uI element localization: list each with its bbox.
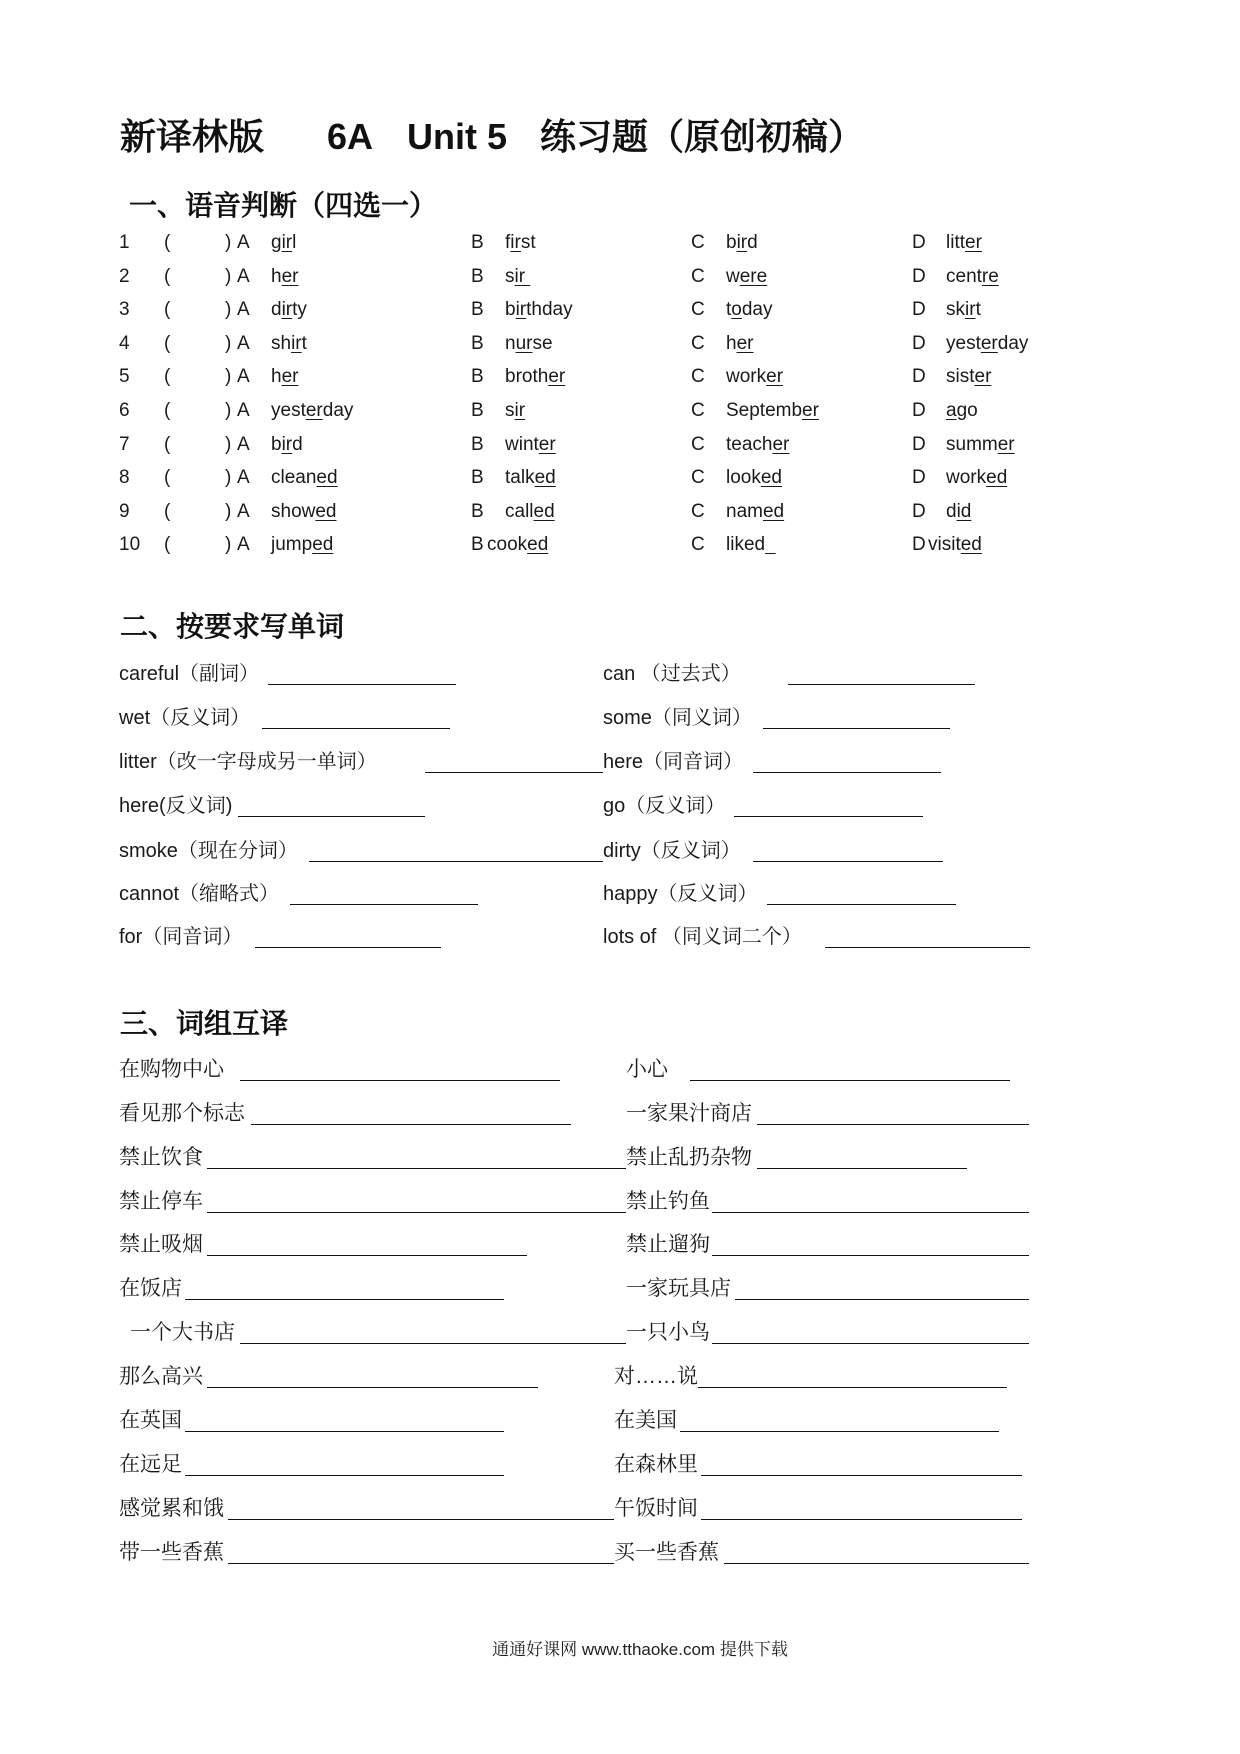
answer-bracket-open: (: [164, 467, 171, 488]
underlined-letters: er: [802, 400, 819, 421]
option-word-b: [505, 465, 556, 491]
option-letter-a: A: [237, 467, 250, 488]
title-grade: 6A: [327, 116, 374, 157]
option-word-d: [946, 297, 981, 323]
word-part: day: [322, 400, 354, 421]
underlined-letters: er: [974, 366, 992, 387]
word-part: Septemb: [726, 400, 803, 421]
phrase-prompt: 在美国: [614, 1409, 677, 1432]
answer-blank: [262, 728, 450, 729]
option-word-b: [487, 532, 548, 558]
answer-blank: [788, 684, 975, 685]
answer-blank: [680, 1431, 999, 1432]
word-part: h: [271, 366, 282, 387]
underlined-letters: ir: [514, 266, 531, 287]
question-number: 10: [119, 534, 141, 555]
word-form-prompt: cannot（缩略式）: [119, 883, 280, 905]
word-part: d: [747, 232, 758, 253]
title-publisher: 新译林版: [120, 116, 265, 157]
underlined-letters: ed: [960, 534, 982, 555]
phrase-prompt: 午饭时间: [614, 1497, 698, 1520]
answer-bracket-close: ): [225, 232, 232, 253]
phrase-prompt: 那么高兴: [119, 1365, 203, 1388]
word-form-prompt: can （过去式）: [603, 663, 741, 685]
underlined-letters: ed: [534, 467, 556, 488]
option-letter-b: B: [471, 501, 484, 522]
word-part: b: [726, 232, 737, 253]
phrase-prompt: 一家玩具店: [626, 1277, 731, 1300]
underlined-letters: ir: [281, 434, 293, 455]
word-form-prompt: go（反义词）: [603, 795, 726, 817]
option-word-c: [726, 532, 776, 558]
underlined-letters: ir: [281, 232, 293, 253]
option-letter-a: A: [237, 400, 250, 421]
answer-bracket-open: (: [164, 501, 171, 522]
word-part: day: [741, 299, 773, 320]
answer-bracket-close: ): [225, 299, 232, 320]
answer-blank: [701, 1475, 1022, 1476]
option-word-c: [726, 331, 753, 357]
answer-blank: [735, 1299, 1029, 1300]
option-word-b: [505, 297, 573, 323]
question-number: 5: [119, 366, 130, 387]
word-form-prompt: smoke（现在分词）: [119, 840, 298, 862]
option-letter-a: A: [237, 333, 250, 354]
answer-blank: [255, 947, 441, 948]
answer-blank: [712, 1343, 1029, 1344]
option-letter-c: C: [691, 400, 705, 421]
phrase-prompt: 在森林里: [614, 1453, 698, 1476]
phrase-prompt: 禁止乱扔杂物: [626, 1146, 752, 1169]
option-word-b: [505, 432, 556, 458]
phrase-prompt: 在饭店: [119, 1277, 182, 1300]
option-word-b: [505, 364, 565, 390]
underlined-letters: ed: [315, 501, 337, 522]
answer-bracket-open: (: [164, 434, 171, 455]
option-letter-d: D: [912, 534, 926, 555]
answer-blank: [238, 816, 425, 817]
underlined-letters: ed: [760, 467, 782, 488]
option-letter-c: C: [691, 501, 705, 522]
underlined-letters: a: [946, 400, 957, 421]
answer-blank: [207, 1255, 527, 1256]
word-part: b: [271, 434, 282, 455]
word-part: n: [505, 333, 516, 354]
word-part: b: [505, 299, 516, 320]
word-form-prompt: here（同音词）: [603, 751, 744, 773]
word-part: h: [726, 333, 737, 354]
option-word-b: [505, 499, 555, 525]
underlined-letters: ir: [515, 299, 527, 320]
answer-blank: [185, 1475, 504, 1476]
phrase-prompt: 看见那个标志: [119, 1102, 245, 1125]
phrase-prompt: 禁止吸烟: [119, 1233, 203, 1256]
word-form-prompt: happy（反义词）: [603, 883, 758, 905]
answer-blank: [425, 772, 603, 773]
answer-bracket-open: (: [164, 232, 171, 253]
option-word-d: [946, 398, 978, 424]
word-part: visit: [928, 534, 961, 555]
answer-blank: [753, 861, 943, 862]
option-letter-d: D: [912, 400, 926, 421]
phrase-prompt: 在英国: [119, 1409, 182, 1432]
option-letter-d: D: [912, 299, 926, 320]
option-letter-c: C: [691, 266, 705, 287]
word-part: t: [726, 299, 732, 320]
word-part: clean: [271, 467, 317, 488]
word-form-prompt: dirty（反义词）: [603, 840, 741, 862]
word-form-prompt: for（同音词）: [119, 926, 243, 948]
answer-bracket-close: ): [225, 333, 232, 354]
option-letter-b: B: [471, 534, 484, 555]
underlined-letters: re: [981, 266, 999, 287]
word-part: h: [271, 266, 282, 287]
phrase-prompt: 在购物中心: [119, 1058, 224, 1081]
answer-bracket-open: (: [164, 266, 171, 287]
word-part: work: [726, 366, 767, 387]
answer-blank: [757, 1124, 1029, 1125]
option-word-c: [726, 264, 767, 290]
option-letter-a: A: [237, 534, 250, 555]
option-letter-c: C: [691, 366, 705, 387]
answer-bracket-close: ): [225, 467, 232, 488]
option-word-c: [726, 364, 783, 390]
word-part: s: [505, 400, 515, 421]
word-part: look: [726, 467, 761, 488]
word-part: t: [975, 299, 981, 320]
word-part: liked: [726, 534, 766, 555]
option-letter-c: C: [691, 434, 705, 455]
underlined-letters: er: [736, 333, 754, 354]
option-letter-d: D: [912, 501, 926, 522]
underlined-letters: ed: [316, 467, 338, 488]
word-part: jump: [271, 534, 313, 555]
option-letter-b: B: [471, 434, 484, 455]
option-letter-a: A: [237, 366, 250, 387]
underlined-letters: er: [538, 434, 556, 455]
answer-blank: [701, 1519, 1022, 1520]
answer-bracket-open: (: [164, 366, 171, 387]
answer-blank: [753, 772, 941, 773]
question-number: 6: [119, 400, 130, 421]
phrase-prompt: 禁止停车: [119, 1190, 203, 1213]
question-number: 2: [119, 266, 130, 287]
option-letter-a: A: [237, 232, 250, 253]
answer-blank: [690, 1080, 1010, 1081]
word-part: st: [520, 232, 536, 253]
word-part: talk: [505, 467, 535, 488]
option-letter-c: C: [691, 232, 705, 253]
word-form-prompt: some（同义词）: [603, 707, 752, 729]
option-word-d: [928, 532, 982, 558]
underlined-letters: er: [766, 366, 784, 387]
answer-blank: [240, 1080, 560, 1081]
underlined-letters: o: [731, 299, 742, 320]
answer-blank: [724, 1563, 1029, 1564]
phrase-prompt: 感觉累和饿: [119, 1497, 224, 1520]
option-letter-d: D: [912, 266, 926, 287]
answer-blank: [767, 904, 956, 905]
option-letter-d: D: [912, 366, 926, 387]
question-number: 1: [119, 232, 130, 253]
option-letter-b: B: [471, 333, 484, 354]
underlined-letters: ed: [527, 534, 549, 555]
section-heading: 三、词组互译: [120, 1008, 289, 1039]
option-letter-a: A: [237, 299, 250, 320]
word-part: sist: [946, 366, 975, 387]
phrase-prompt: 禁止饮食: [119, 1146, 203, 1169]
answer-blank: [240, 1343, 626, 1344]
answer-bracket-open: (: [164, 534, 171, 555]
underlined-letters: ir: [736, 232, 748, 253]
word-part: summ: [946, 434, 998, 455]
section-heading: 二、按要求写单词: [120, 611, 345, 642]
option-letter-d: D: [912, 232, 926, 253]
word-part: wint: [505, 434, 539, 455]
option-word-c: [726, 230, 758, 256]
option-word-a: [271, 532, 333, 558]
answer-blank: [268, 684, 456, 685]
underlined-letters: ed: [312, 534, 334, 555]
question-number: 8: [119, 467, 130, 488]
word-part: litt: [946, 232, 965, 253]
word-part: l: [292, 232, 297, 253]
word-form-prompt: here(反义词): [119, 795, 233, 817]
option-letter-d: D: [912, 434, 926, 455]
answer-bracket-open: (: [164, 299, 171, 320]
word-part: t: [301, 333, 307, 354]
option-word-b: [505, 264, 530, 290]
underlined-letters: er: [548, 366, 566, 387]
underlined-letters: er: [965, 232, 982, 253]
option-letter-b: B: [471, 266, 484, 287]
option-word-d: [946, 264, 999, 290]
underlined-letters: ed: [986, 467, 1008, 488]
option-letter-c: C: [691, 467, 705, 488]
word-part: s: [505, 266, 515, 287]
option-word-a: [271, 465, 338, 491]
option-word-d: [946, 364, 991, 390]
option-word-a: [271, 364, 298, 390]
answer-blank: [185, 1299, 504, 1300]
word-part: sk: [946, 299, 965, 320]
option-word-c: [726, 499, 784, 525]
phrase-prompt: 带一些香蕉: [119, 1541, 224, 1564]
word-part: yest: [946, 333, 981, 354]
option-letter-b: B: [471, 299, 484, 320]
option-letter-c: C: [691, 534, 705, 555]
option-word-d: [946, 230, 982, 256]
answer-blank: [185, 1431, 504, 1432]
word-part: broth: [505, 366, 549, 387]
option-word-b: [505, 398, 525, 424]
option-word-a: [271, 432, 303, 458]
option-word-a: [271, 264, 298, 290]
answer-bracket-open: (: [164, 333, 171, 354]
underlined-letters: ir: [514, 400, 526, 421]
word-form-prompt: litter（改一字母成另一单词）: [119, 751, 377, 773]
title-unit: Unit 5: [407, 116, 508, 157]
option-word-d: [946, 465, 1007, 491]
underlined-letters: er: [281, 366, 299, 387]
option-word-a: [271, 499, 337, 525]
word-part: se: [532, 333, 553, 354]
option-word-d: [946, 331, 1028, 357]
underlined-letters: ere: [739, 266, 768, 287]
answer-blank: [207, 1212, 626, 1213]
answer-blank: [207, 1387, 538, 1388]
answer-bracket-close: ): [225, 400, 232, 421]
option-word-c: [726, 398, 819, 424]
underlined-letters: er: [281, 266, 299, 287]
word-form-prompt: wet（反义词）: [119, 707, 251, 729]
underlined-letters: ir: [291, 333, 302, 354]
word-part: g: [271, 232, 282, 253]
answer-blank: [207, 1168, 626, 1169]
option-word-b: [505, 230, 536, 256]
answer-blank: [712, 1255, 1029, 1256]
answer-blank: [698, 1387, 1007, 1388]
answer-bracket-close: ): [225, 366, 232, 387]
answer-bracket-close: ): [225, 434, 232, 455]
question-number: 7: [119, 434, 130, 455]
word-form-prompt: lots of （同义词二个）: [603, 926, 802, 948]
answer-blank: [712, 1212, 1029, 1213]
word-part: go: [956, 400, 978, 421]
question-number: 9: [119, 501, 130, 522]
underlined-letters: ir: [281, 299, 293, 320]
option-word-d: [946, 432, 1015, 458]
option-word-c: [726, 432, 789, 458]
question-number: 4: [119, 333, 130, 354]
option-word-a: [271, 398, 353, 424]
word-form-prompt: careful（副词）: [119, 663, 260, 685]
option-letter-d: D: [912, 467, 926, 488]
phrase-prompt: 在远足: [119, 1453, 182, 1476]
underlined-letters: ir: [510, 232, 521, 253]
answer-blank: [251, 1124, 571, 1125]
word-part: ty: [292, 299, 307, 320]
word-part: cent: [946, 266, 982, 287]
answer-blank: [734, 816, 923, 817]
word-part: f: [505, 232, 511, 253]
option-word-d: [946, 499, 971, 525]
underlined-letters: ir: [965, 299, 976, 320]
answer-blank: [290, 904, 478, 905]
word-part: teach: [726, 434, 773, 455]
option-letter-c: C: [691, 299, 705, 320]
option-letter-d: D: [912, 333, 926, 354]
word-part: work: [946, 467, 987, 488]
underlined-letters: er: [772, 434, 790, 455]
option-word-a: [271, 230, 296, 256]
underlined-letters: er: [980, 333, 998, 354]
phrase-prompt: 一家果汁商店: [626, 1102, 752, 1125]
answer-blank: [825, 947, 1030, 948]
answer-bracket-close: ): [225, 534, 232, 555]
phrase-prompt: 小心: [626, 1058, 668, 1081]
answer-bracket-close: ): [225, 266, 232, 287]
phrase-prompt: 一个大书店: [130, 1321, 235, 1344]
word-part: day: [997, 333, 1029, 354]
option-letter-c: C: [691, 333, 705, 354]
word-part: thday: [526, 299, 573, 320]
phrase-prompt: 一只小鸟: [626, 1321, 710, 1344]
word-part: yest: [271, 400, 306, 421]
answer-bracket-open: (: [164, 400, 171, 421]
phrase-prompt: 禁止钓鱼: [626, 1190, 710, 1213]
word-part: show: [271, 501, 316, 522]
option-word-b: [505, 331, 553, 357]
option-letter-b: B: [471, 232, 484, 253]
option-letter-b: B: [471, 467, 484, 488]
phrase-prompt: 禁止遛狗: [626, 1233, 710, 1256]
word-part: d: [946, 501, 957, 522]
underlined-letters: id: [956, 501, 972, 522]
option-word-c: [726, 297, 773, 323]
option-letter-a: A: [237, 266, 250, 287]
answer-blank: [228, 1519, 614, 1520]
word-part: call: [505, 501, 534, 522]
underlined-letters: [765, 534, 776, 555]
answer-bracket-close: ): [225, 501, 232, 522]
answer-blank: [309, 861, 603, 862]
option-word-a: [271, 297, 307, 323]
word-part: sh: [271, 333, 292, 354]
title-heading: 练习题（原创初稿）: [540, 116, 865, 157]
section-heading: 一、语音判断（四选一）: [129, 190, 438, 221]
footer-credit: 通通好课网 www.tthaoke.com 提供下载: [492, 1640, 788, 1659]
answer-blank: [228, 1563, 614, 1564]
phrase-prompt: 买一些香蕉: [614, 1541, 719, 1564]
word-part: d: [271, 299, 282, 320]
underlined-letters: er: [305, 400, 323, 421]
answer-blank: [757, 1168, 967, 1169]
underlined-letters: ur: [515, 333, 533, 354]
option-letter-a: A: [237, 434, 250, 455]
underlined-letters: ed: [762, 501, 785, 522]
word-part: d: [292, 434, 303, 455]
word-part: nam: [726, 501, 763, 522]
word-part: cook: [487, 534, 528, 555]
question-number: 3: [119, 299, 130, 320]
option-letter-b: B: [471, 366, 484, 387]
option-word-a: [271, 331, 307, 357]
word-part: w: [726, 266, 740, 287]
phrase-prompt: 对……说: [614, 1365, 698, 1388]
underlined-letters: ed: [533, 501, 555, 522]
answer-blank: [763, 728, 950, 729]
option-letter-a: A: [237, 501, 250, 522]
option-word-c: [726, 465, 782, 491]
option-letter-b: B: [471, 400, 484, 421]
underlined-letters: er: [997, 434, 1015, 455]
